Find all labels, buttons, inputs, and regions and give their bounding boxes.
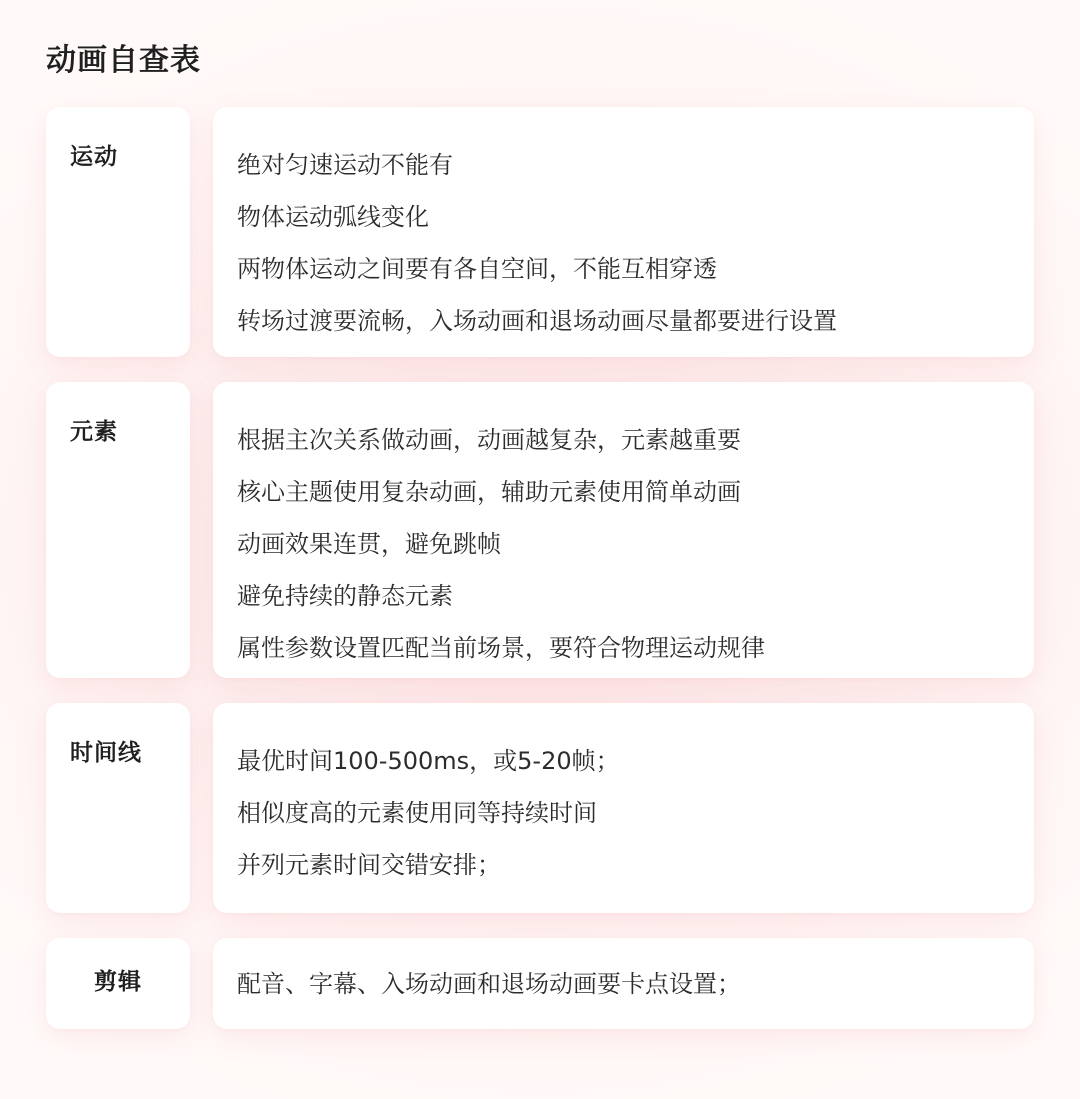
section-content-card [213, 703, 1034, 913]
checklist-item: 绝对匀速运动不能有 [237, 151, 453, 179]
checklist-item: 相似度高的元素使用同等持续时间 [237, 799, 597, 827]
section-motion [46, 107, 1034, 357]
section-content-card [213, 938, 1034, 1029]
section-label: 剪辑 [94, 969, 142, 995]
checklist-item: 最优时间100-500ms，或5-20帧； [237, 747, 620, 775]
section-label: 运动 [70, 144, 118, 170]
checklist [237, 735, 620, 891]
section-label: 时间线 [70, 740, 142, 766]
checklist-item: 避免持续的静态元素 [237, 582, 453, 610]
section-label-card [46, 938, 190, 1029]
checklist-item: 属性参数设置匹配当前场景，要符合物理运动规律 [237, 634, 765, 662]
checklist [237, 962, 741, 1006]
section-content-card [213, 382, 1034, 678]
section-content-card [213, 107, 1034, 357]
checklist-item: 配音、字幕、入场动画和退场动画要卡点设置； [237, 970, 741, 998]
checklist-item: 物体运动弧线变化 [237, 203, 429, 231]
checklist [237, 139, 837, 347]
checklist-item: 根据主次关系做动画，动画越复杂，元素越重要 [237, 426, 741, 454]
section-label-card [46, 382, 190, 678]
section-editing [46, 938, 1034, 1029]
section-elements [46, 382, 1034, 678]
checklist-item: 核心主题使用复杂动画，辅助元素使用简单动画 [237, 478, 741, 506]
checklist [237, 414, 765, 674]
checklist-item: 并列元素时间交错安排； [237, 851, 501, 879]
page-title: 动画自查表 [46, 43, 201, 78]
section-label-card [46, 107, 190, 357]
section-label-card [46, 703, 190, 913]
section-timeline [46, 703, 1034, 913]
checklist-item: 两物体运动之间要有各自空间，不能互相穿透 [237, 255, 717, 283]
checklist-item: 转场过渡要流畅，入场动画和退场动画尽量都要进行设置 [237, 307, 837, 335]
section-label: 元素 [70, 419, 118, 445]
checklist-item: 动画效果连贯，避免跳帧 [237, 530, 501, 558]
